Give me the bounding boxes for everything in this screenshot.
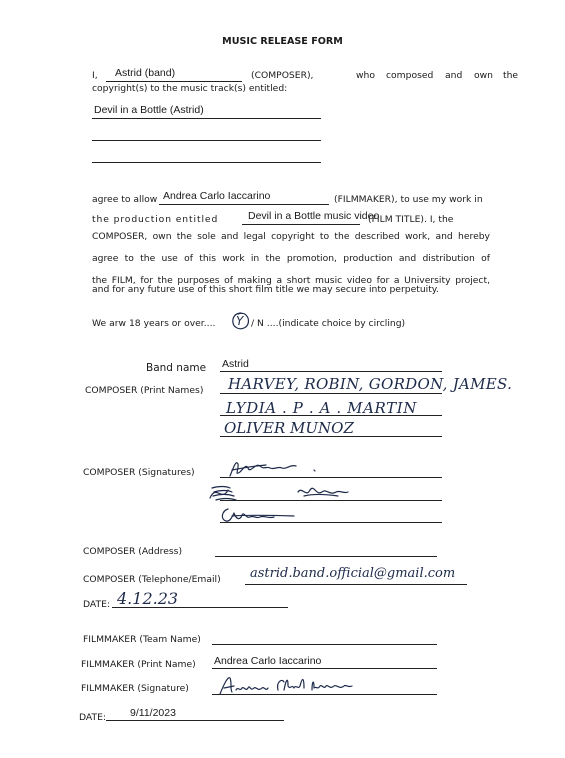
print-names-line-3 [220, 436, 442, 437]
track-line-3 [92, 162, 321, 163]
filmmaker-name-line [159, 204, 329, 205]
track-title-field[interactable]: Devil in a Bottle (Astrid) [94, 104, 204, 116]
print-name-2[interactable]: LYDIA . P . A . MARTIN [226, 399, 418, 417]
age-yes-option[interactable] [232, 312, 250, 330]
band-name-label: Band name [146, 362, 207, 374]
agree-prefix: agree to allow [92, 194, 158, 205]
composer-name-line [106, 81, 242, 82]
composer-signature-1[interactable] [226, 456, 336, 482]
contact-field[interactable]: astrid.band.official@gmail.com [250, 566, 456, 581]
intro-word-and: and [445, 70, 463, 81]
form-title: MUSIC RELEASE FORM [222, 36, 343, 47]
age-text-before: We arw 18 years or over.... [92, 318, 216, 329]
filmmaker-signature-line [212, 694, 437, 695]
filmmaker-date-field[interactable]: 9/11/2023 [130, 707, 176, 719]
composer-signature-3[interactable] [218, 503, 318, 527]
track-line-1 [92, 118, 321, 119]
filmmaker-date-line [106, 720, 284, 721]
band-name-line [220, 371, 442, 372]
agreement-line-1: COMPOSER, own the sole and legal copyright to the described work, and hereby [92, 231, 490, 242]
agree-after-filmmaker: (FILMMAKER), to use my work in [334, 194, 483, 205]
agreement-line-2: agree to the use of this work in the promotion, production and distribution of [92, 253, 490, 264]
filmmaker-date-label: DATE: [79, 712, 106, 723]
composer-date-line [112, 607, 288, 608]
band-name-field[interactable]: Astrid [222, 358, 249, 370]
age-text-after: / N ....(indicate choice by circling) [251, 318, 406, 329]
filmmaker-signature-label: FILMMAKER (Signature) [81, 683, 189, 694]
composer-tag: (COMPOSER), [251, 70, 314, 81]
intro-word-own: own [474, 70, 493, 81]
intro-line-2: copyright(s) to the music track(s) entitled: [92, 83, 288, 94]
address-label: COMPOSER (Address) [83, 546, 183, 557]
film-title-field[interactable]: Devil in a Bottle music video [248, 210, 380, 222]
team-name-line[interactable] [212, 644, 437, 645]
signatures-label: COMPOSER (Signatures) [83, 467, 195, 478]
intro-prefix: I, [92, 70, 98, 81]
filmmaker-print-label: FILMMAKER (Print Name) [81, 659, 196, 670]
print-names-line-1 [220, 393, 442, 394]
filmmaker-print-line [212, 668, 437, 669]
print-names-line-2 [220, 415, 442, 416]
production-prefix: the production entitled [92, 214, 219, 225]
agreement-line-4: and for any future use of this short film title we may secure into perpetuity. [92, 284, 439, 295]
address-line[interactable] [215, 556, 437, 557]
filmmaker-name-field[interactable]: Andrea Carlo Iaccarino [163, 190, 271, 202]
contact-label: COMPOSER (Telephone/Email) [83, 574, 221, 585]
intro-word-who: who [356, 70, 375, 81]
print-name-3[interactable]: OLIVER MUNOZ [224, 419, 354, 437]
production-after: (FILM TITLE). I, the [368, 214, 454, 225]
composer-name-field[interactable]: Astrid (band) [115, 67, 176, 79]
intro-word-the: the [503, 70, 519, 81]
age-yes-label: Y [236, 314, 244, 328]
agreement-line-3: the FILM, for the purposes of making a short music video for a University project, [92, 275, 490, 286]
print-name-1[interactable]: HARVEY, ROBIN, GORDON, JAMES. [228, 375, 513, 393]
contact-line [245, 584, 467, 585]
print-names-label: COMPOSER (Print Names) [85, 385, 204, 396]
team-name-label: FILMMAKER (Team Name) [83, 634, 201, 645]
intro-word-composed: composed [386, 70, 434, 81]
composer-date-field[interactable]: 4.12.23 [117, 589, 179, 608]
filmmaker-print-field[interactable]: Andrea Carlo Iaccarino [214, 655, 322, 667]
track-line-2 [92, 140, 321, 141]
film-title-line [242, 224, 360, 225]
composer-date-label: DATE: [83, 599, 110, 610]
